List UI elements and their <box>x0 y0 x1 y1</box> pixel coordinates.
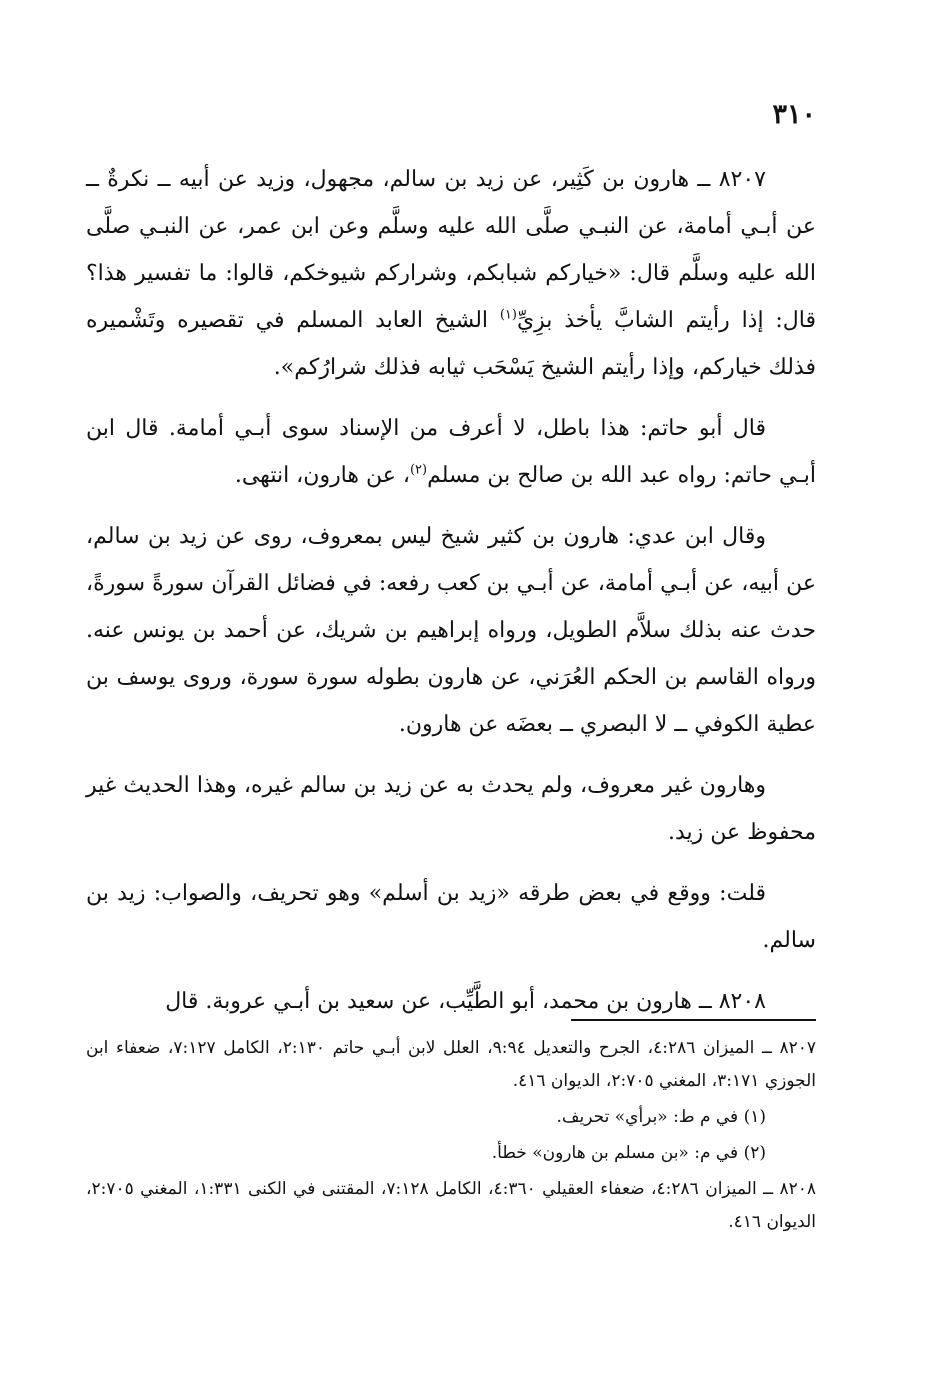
footnote-8207: ٨٢٠٧ ــ الميزان ٤:٢٨٦، الجرح والتعديل ٩:٩٤، العلل لابن أبـي حاتم ٢:١٣٠، الكامل ٧:١٢٧، ضعفاء ابن الجوزي ٣:١٧١، المغني ٢:٧٠٥، الديوان ٤١٦. <box>86 1038 817 1091</box>
harun-unknown-paragraph: وهارون غير معروف، ولم يحدث به عن زيد بن سالم غيره، وهذا الحديث غير محفوظ عن زيد. <box>86 773 816 845</box>
document-page <box>86 0 816 1379</box>
qultu-paragraph: قلت: ووقع في بعض طرقه «زيد بن أسلم» وهو تحريف، والصواب: زيد بن سالم. <box>86 881 816 953</box>
footnotes <box>86 1032 816 1242</box>
page-number: ٣١٠ <box>772 99 816 130</box>
main-text <box>86 156 816 1039</box>
entry-8207-text-continued: الشيخ العابد المسلم في تقصيره وتَشْميره فذلك خياركم، وإذا رأيتم الشيخ يَسْحَب ثيابه فذلك شرارُكم». <box>86 308 816 380</box>
entry-8207-text: ٨٢٠٧ ــ هارون بن كَثِير، عن زيد بن سالم، مجهول، وزيد عن أبيه ــ نكرةٌ ــ عن أبـي أمامة، عن النبـي صلَّى الله عليه وسلَّم وعن ابن عمر، عن النبـي صلَّى الله عليه وسلَّم قال: «خياركم شبابكم، وشراركم شيوخكم، قالوا: ما تفسير هذا؟ قال: إذا رأيتم الشابَّ يأخذ بزِيِّ <box>86 167 816 333</box>
footnote-8208: ٨٢٠٨ ــ الميزان ٤:٢٨٦، ضعفاء العقيلي ٤:٣٦٠، الكامل ٧:١٢٨، المقتنى في الكنى ١:٣٣١، المغني ٢:٧٠٥، الديوان ٤١٦. <box>86 1179 816 1232</box>
footnote-separator <box>571 1019 816 1021</box>
abu-hatim-text-continued: ، عن هارون، انتهى. <box>234 463 410 488</box>
abu-hatim-text: قال أبو حاتم: هذا باطل، لا أعرف من الإسناد سوى أبـي أمامة. قال ابن أبـي حاتم: رواه عبد الله بن صالح بن مسلم <box>86 416 816 488</box>
footnote-1: (١) في م ط: «برأي» تحريف. <box>556 1107 766 1127</box>
footnote-2: (٢) في م: «بن مسلم بن هارون» خطأ. <box>491 1143 766 1163</box>
footnote-ref-2: (٢) <box>409 462 428 478</box>
ibn-adi-paragraph: وقال ابن عدي: هارون بن كثير شيخ ليس بمعروف، روى عن زيد بن سالم، عن أبيه، عن أبـي أمامة، عن أبـي بن كعب رفعه: في فضائل القرآن سورةً سورةً، حدث عنه بذلك سلاَّم الطويل، ورواه إبراهيم بن شريك، عن أحمد بن يونس عنه. ورواه القاسم بن الحكم العُرَني، عن هارون بطوله سورة سورة، وروى يوسف بن عطية الكوفي ــ لا البصري ــ بعضَه عن هارون. <box>86 524 816 737</box>
footnote-ref-1: (١) <box>499 307 517 323</box>
entry-8208-paragraph: ٨٢٠٨ ــ هارون بن محمد، أبو الطَّيِّب، عن سعيد بن أبـي عروبة. قال <box>165 989 766 1014</box>
entry-8207-paragraph <box>86 156 816 391</box>
abu-hatim-paragraph <box>86 405 816 499</box>
